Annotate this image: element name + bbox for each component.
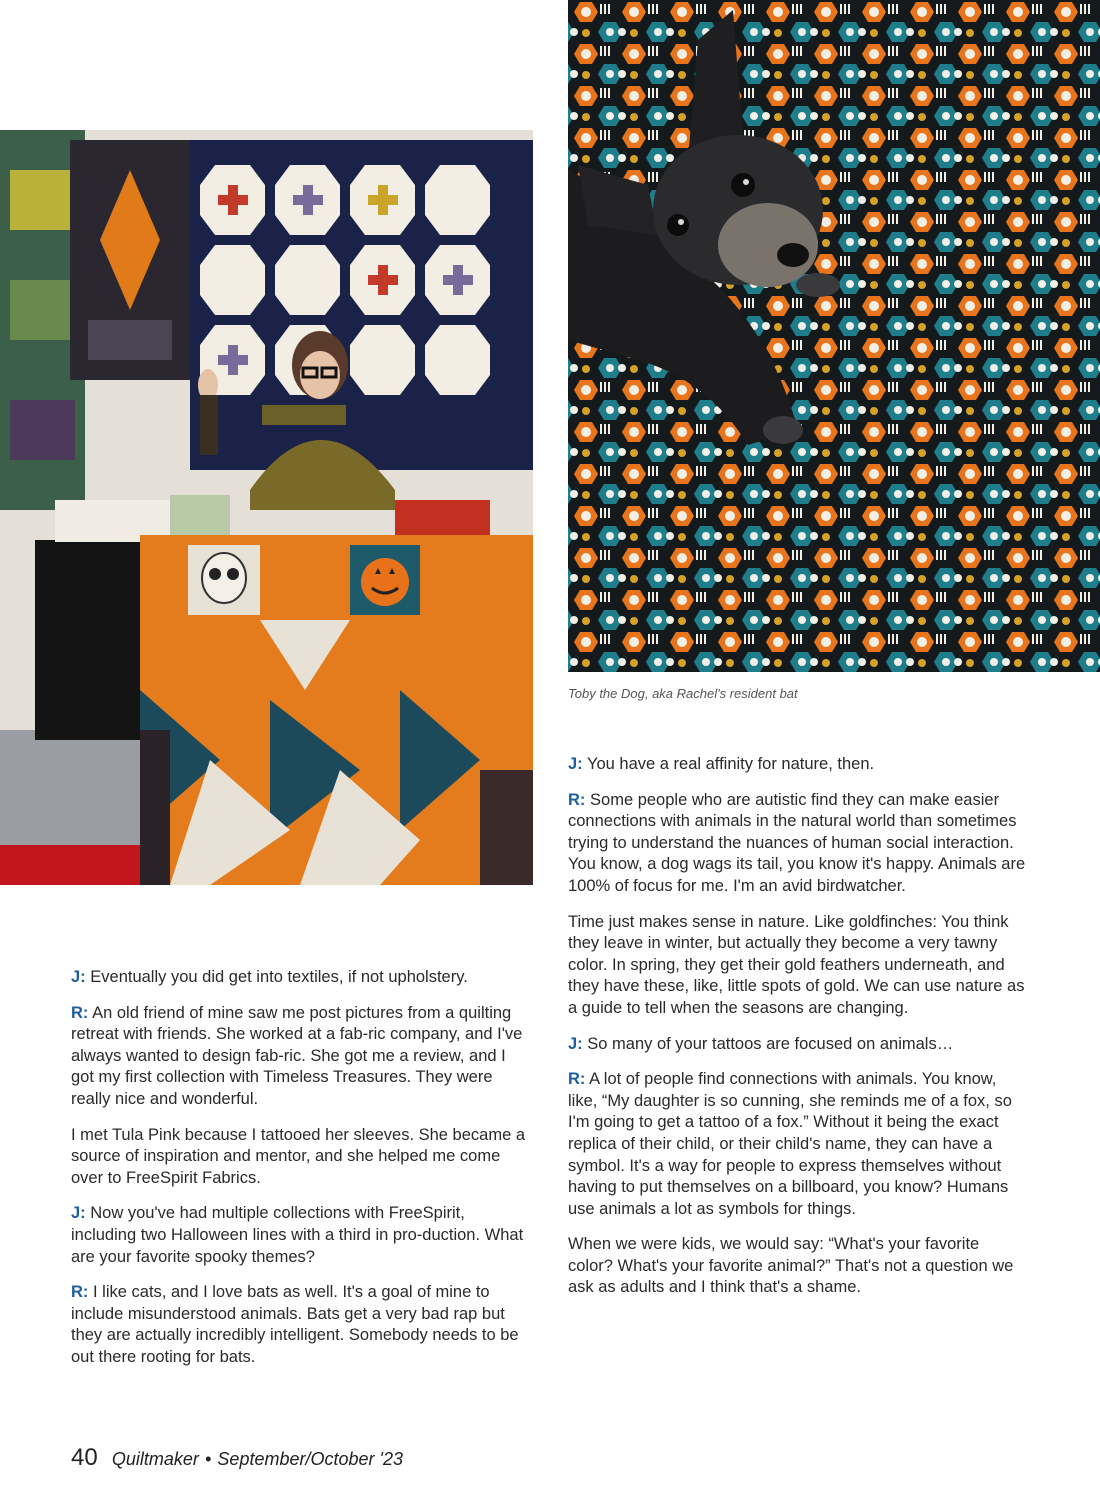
paragraph bbox=[568, 790, 1028, 898]
page-number: 40 bbox=[71, 1444, 98, 1471]
magazine-name: Quiltmaker bbox=[111, 1449, 199, 1469]
issue-date: September/October '23 bbox=[217, 1449, 403, 1469]
paragraph-text: I like cats, and I love bats as well. It's a goal of mine to include misunderstood animals. Bats get a very bad rap but they are actually incredibly intelligent. Somebody needs to be out there rooting for bats. bbox=[71, 1283, 519, 1366]
paragraph-text: So many of your tattoos are focused on animals… bbox=[587, 1034, 954, 1053]
paragraph-text: You have a real affinity for nature, then. bbox=[586, 755, 875, 773]
paragraph-text: I met Tula Pink because I tattooed her sleeves. She became a source of inspiration and mentor, and she helped me come over to FreeSpirit Fabrics. bbox=[71, 1125, 526, 1187]
paragraph-text: Time just makes sense in nature. Like goldfinches: You think they leave in winter, but actually they become a very tawny color. In spring, they get their gold feathers underneath, and they have these, like, little spots of gold. We can use nature as a guide to tell when the seasons are changing. bbox=[568, 912, 1025, 1017]
paragraph-text: An old friend of mine saw me post pictures from a quilting retreat with friends. She worked at a fab-ric company, and I've always wanted to design fab-ric. She got me a review, and I got my first collection with Timeless Treasures. They were really nice and wonderful. bbox=[71, 1003, 523, 1108]
speaker-label: R: bbox=[568, 1070, 586, 1089]
paragraph bbox=[71, 1003, 533, 1111]
speaker-label: R: bbox=[71, 1283, 89, 1302]
page-footer bbox=[71, 1444, 403, 1472]
dog-photo bbox=[568, 0, 1100, 672]
speaker-label: R: bbox=[568, 790, 586, 809]
paragraph-text: Eventually you did get into textiles, if not upholstery. bbox=[90, 968, 468, 986]
speaker-label: R: bbox=[71, 1003, 89, 1022]
paragraph bbox=[568, 912, 1028, 1020]
paragraph bbox=[71, 1282, 533, 1368]
paragraph bbox=[568, 1034, 1028, 1056]
paragraph bbox=[71, 967, 533, 989]
paragraph bbox=[568, 754, 1028, 776]
paragraph bbox=[568, 1069, 1028, 1220]
paragraph-text: Some people who are autistic find they can make easier connections with animals in the natural world than sometimes trying to understand the nuances of human social interaction. You know, a dog wags its tail, you know it's happy. Animals are 100% of focus for me. I'm an avid birdwatcher. bbox=[568, 790, 1026, 895]
speaker-label: J: bbox=[71, 1204, 86, 1223]
booth-photo bbox=[0, 130, 533, 885]
speaker-label: J: bbox=[71, 968, 86, 986]
paragraph bbox=[71, 1125, 533, 1190]
right-text-column bbox=[568, 754, 1028, 1313]
footer-separator: • bbox=[204, 1449, 212, 1469]
left-text-column bbox=[71, 967, 533, 1383]
paragraph-text: A lot of people find connections with animals. You know, like, “My daughter is so cunning, she reminds me of a fox, so I'm going to get a tattoo of a fox.” Without it being the exact replica of their child, or their child's name, they can have a symbol. It's a way for people to express themselves without having to put themselves on a billboard, you know? Humans use animals a lot as symbols for things. bbox=[568, 1070, 1012, 1218]
paragraph bbox=[71, 1203, 533, 1268]
paragraph bbox=[568, 1234, 1028, 1299]
speaker-label: J: bbox=[568, 755, 583, 773]
speaker-label: J: bbox=[568, 1034, 583, 1053]
paragraph-text: Now you've had multiple collections with FreeSpirit, including two Halloween lines with a third in pro-duction. What are your favorite spooky themes? bbox=[71, 1204, 524, 1266]
photo-caption: Toby the Dog, aka Rachel's resident bat bbox=[568, 686, 798, 701]
paragraph-text: When we were kids, we would say: “What's your favorite color? What's your favorite animal?” That's not a question we ask as adults and I think that's a shame. bbox=[568, 1235, 1014, 1297]
